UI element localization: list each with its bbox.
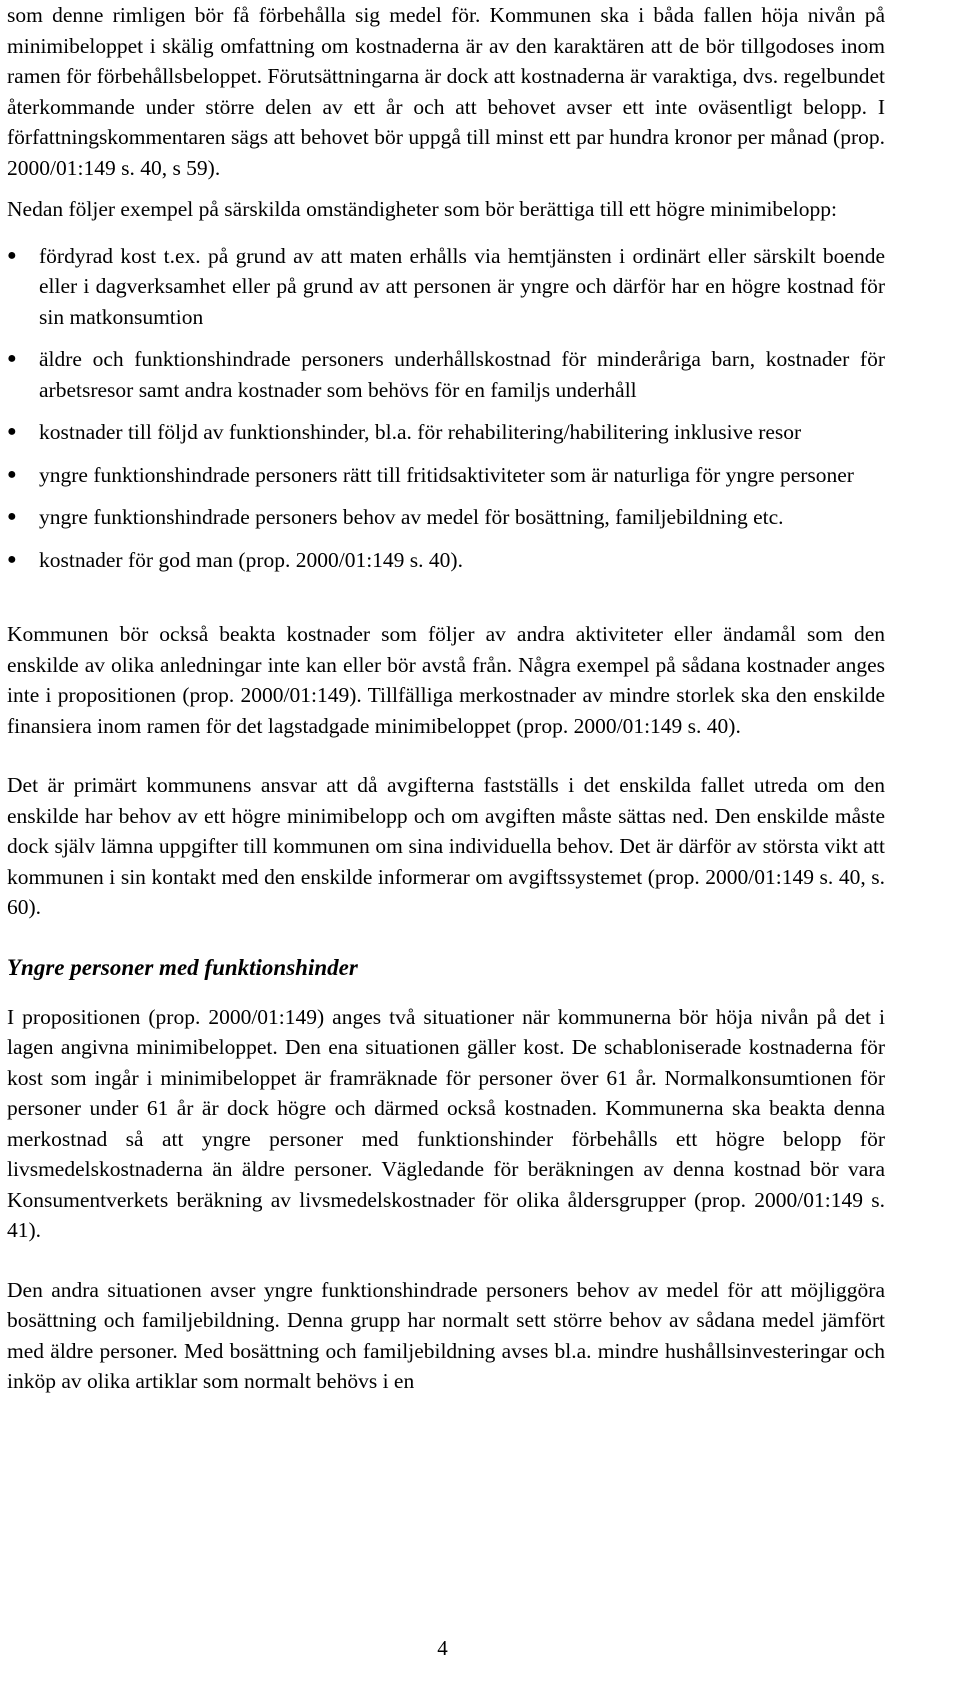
paragraph-other-costs: Kommunen bör också beakta kostnader som följer av andra aktiviteter eller ändamål som den enskilde av olika anledningar inte kan eller bör avstå från. Några exempel på sådana kostnader anges inte i propositionen (prop. 2000/01:149). Tillfälliga merkostnader av mindre storlek ska den enskilde finansiera inom ramen för det lagstadgade minimibeloppet (prop. 2000/01:149 s. 40). [7, 622, 885, 738]
paragraph-list-intro: Nedan följer exempel på särskilda omständigheter som bör berättiga till ett högre minimibelopp: [7, 197, 837, 221]
bullet-icon: ● [7, 508, 17, 525]
bullet-icon: ● [7, 550, 17, 568]
list-item-text: kostnader till följd av funktionshinder, bl.a. för rehabilitering/habilitering inklusive resor [39, 420, 802, 444]
list-item-text: fördyrad kost t.ex. på grund av att maten erhålls via hemtjänsten i ordinärt eller särskilt boende eller i dagverksamhet eller på grund av att personen är yngre och därför har en högre kostnad för sin matkonsumtion [39, 243, 885, 329]
list-item [7, 241, 885, 333]
paragraph-municipal-responsibility: Det är primärt kommunens ansvar att då avgifterna fastställs i det enskilda fallet utreda om den enskilde har behov av ett högre minimibelopp och om avgiften måste sättas ned. Den enskilde måste dock själv lämna uppgifter till kommunen om sina individuella behov. Det är därför av största vikt att kommunen i sin kontakt med den enskilde informerar om avgiftssystemet (prop. 2000/01:149 s. 40, s. 60). [7, 773, 885, 919]
page-number: 4 [437, 1636, 448, 1660]
list-item [7, 545, 885, 576]
list-item-text: yngre funktionshindrade personers rätt till fritidsaktiviteter som är naturliga för yngre personer [39, 462, 854, 487]
list-item [7, 460, 885, 491]
list-item-text: kostnader för god man (prop. 2000/01:149 s. 40). [39, 547, 463, 572]
bullet-icon: ● [7, 246, 17, 264]
document-page [7, 0, 885, 1397]
bullet-icon: ● [7, 423, 17, 440]
paragraph-section-1: I propositionen (prop. 2000/01:149) anges två situationer när kommunerna bör höja nivån på det i lagen angivna minimibeloppet. Den ena situationen gäller kost. De schabloniserade kostnaderna för kost som ingår i minimibeloppet är framräknade för personer över 61 år. Normalkonsumtionen för personer under 61 år är dock högre och därmed också kostnaden. Kommunerna ska beakta denna merkostnad så att yngre personer med funktionshinder förbehålls ett högre belopp för livsmedelskostnaderna än äldre personer. Vägledande för beräkningen av denna kostnad bör vara Konsumentverkets beräkning av livsmedelskostnader för olika åldersgrupper (prop. 2000/01:149 s. 41). [7, 1004, 885, 1243]
list-item-text: yngre funktionshindrade personers behov av medel för bosättning, familjebildning etc. [39, 505, 784, 529]
paragraph-intro: som denne rimligen bör få förbehålla sig medel för. Kommunen ska i båda fallen höja nivån på minimibeloppet i skälig omfattning om kostnaderna är av den karaktären att de bör tillgodoses inom ramen för förbehållsbeloppet. Förutsättningarna är dock att kostnaderna är varaktiga, dvs. regelbundet återkommande under större delen av ett år och att behovet avser ett inte oväsentligt belopp. I författningskommentaren sägs att behovet bör uppgå till minst ett par hundra kronor per månad (prop. 2000/01:149 s. 40, s 59). [7, 3, 885, 180]
list-item [7, 417, 885, 448]
section-heading: Yngre personer med funktionshinder [7, 954, 358, 980]
list-item [7, 502, 885, 533]
bullet-icon: ● [7, 350, 17, 367]
list-item-text: äldre och funktionshindrade personers underhållskostnad för minderåriga barn, kostnader för arbetsresor samt andra kostnader som behövs för en familjs underhåll [39, 347, 885, 402]
paragraph-section-2: Den andra situationen avser yngre funktionshindrade personers behov av medel för att möjliggöra bosättning och familjebildning. Denna grupp har normalt sett större behov av sådana medel jämfört med äldre personer. Med bosättning och familjebildning avses bl.a. mindre hushållsinvesteringar och inköp av olika artiklar som normalt behövs i en [7, 1277, 885, 1394]
bullet-list [7, 241, 885, 576]
bullet-icon: ● [7, 465, 17, 483]
list-item [7, 344, 885, 405]
